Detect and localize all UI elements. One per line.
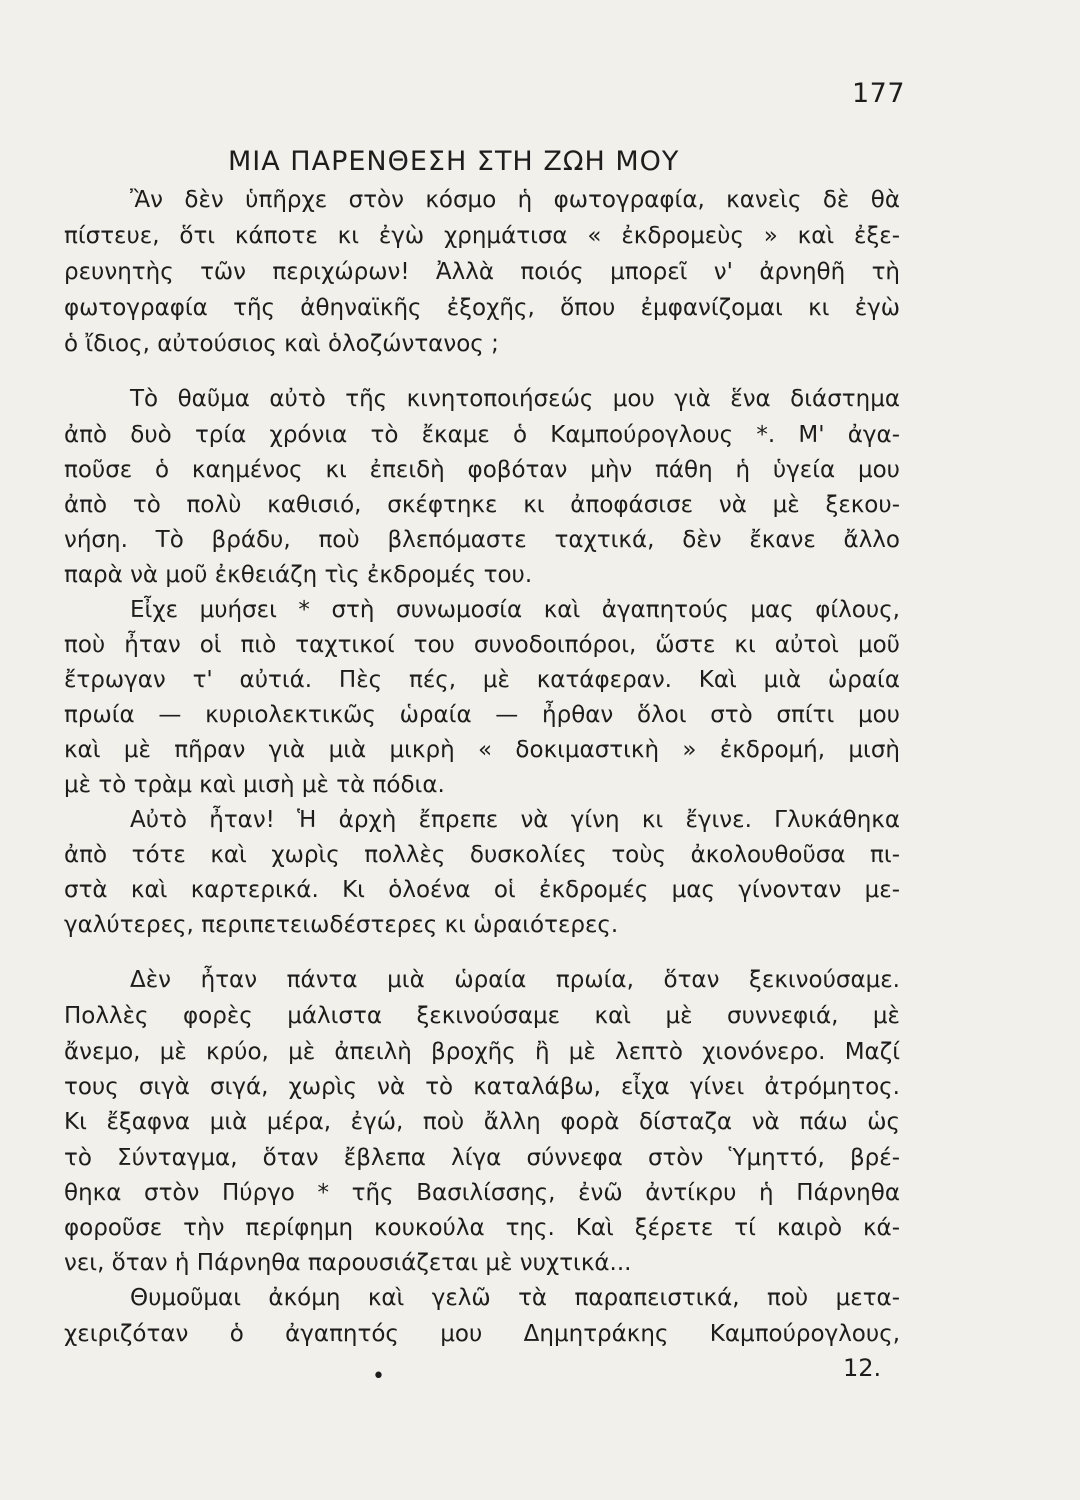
text-line: ποῦσε ὁ καημένος κι ἐπειδὴ φοβόταν μὴν πάθη ἡ ὑγεία μου <box>64 457 900 483</box>
text-line: γαλύτερες, περιπετειωδέστερες κι ὡραιότερες. <box>64 912 619 938</box>
folio-number: 12. <box>843 1354 882 1382</box>
text-line: φοροῦσε τὴν περίφημη κουκούλα της. Καὶ ξέρετε τί καιρὸ κά- <box>64 1215 900 1241</box>
text-line: ἀπὸ τὸ πολὺ καθισιό, σκέφτηκε κι ἀποφάσισε νὰ μὲ ξεκου- <box>64 492 900 518</box>
text-line: πίστευε, ὅτι κάποτε κι ἐγὼ χρημάτισα « ἐκδρομεὺς » καὶ ἐξε- <box>64 223 900 249</box>
text-line: στὰ καὶ καρτερικά. Κι ὁλοένα οἱ ἐκδρομές μας γίνονταν με- <box>64 877 900 903</box>
text-line: Δὲν ἦταν πάντα μιὰ ὡραία πρωία, ὅταν ξεκινούσαμε. <box>130 967 900 993</box>
text-line: Τὸ θαῦμα αὐτὸ τῆς κινητοποιήσεώς μου γιὰ ἕνα διάστημα <box>130 386 900 412</box>
page-number: 177 <box>852 78 906 109</box>
text-line: νει, ὅταν ἡ Πάρνηθα παρουσιάζεται μὲ νυχτικά... <box>64 1250 632 1276</box>
text-line: νήση. Τὸ βράδυ, ποὺ βλεπόμαστε ταχτικά, δὲν ἔκανε ἄλλο <box>64 527 900 553</box>
chapter-title: ΜΙΑ ΠΑΡΕΝΘΕΣΗ ΣΤΗ ΖΩΗ ΜΟΥ <box>228 146 680 177</box>
text-line: Κι ἔξαφνα μιὰ μέρα, ἐγώ, ποὺ ἄλλη φορὰ δίσταζα νὰ πάω ὡς <box>64 1109 900 1135</box>
text-line: τους σιγὰ σιγά, χωρὶς νὰ τὸ καταλάβω, εἶχα γίνει ἀτρόμητος. <box>64 1074 900 1100</box>
text-line: ἄνεμο, μὲ κρύο, μὲ ἀπειλὴ βροχῆς ἢ μὲ λεπτὸ χιονόνερο. Μαζί <box>64 1039 900 1065</box>
text-line: Εἶχε μυήσει * στὴ συνωμοσία καὶ ἀγαπητούς μας φίλους, <box>130 597 900 623</box>
text-line: χειριζόταν ὁ ἀγαπητός μου Δημητράκης Καμπούρογλους, <box>64 1321 900 1347</box>
text-line: ρευνητὴς τῶν περιχώρων! Ἀλλὰ ποιός μπορεῖ ν' ἀρνηθῆ τὴ <box>64 259 900 285</box>
text-line: Πολλὲς φορὲς μάλιστα ξεκινούσαμε καὶ μὲ συννεφιά, μὲ <box>64 1003 900 1029</box>
text-line: παρὰ νὰ μοῦ ἐκθειάζη τὶς ἐκδρομές του. <box>64 562 533 588</box>
signature-mark: • <box>372 1364 385 1389</box>
text-line: τὸ Σύνταγμα, ὅταν ἔβλεπα λίγα σύννεφα στὸν Ὑμηττό, βρέ- <box>64 1145 900 1171</box>
text-line: πρωία — κυριολεκτικῶς ὡραία — ἦρθαν ὅλοι στὸ σπίτι μου <box>64 702 900 728</box>
text-line: Αὐτὸ ἦταν! Ἡ ἀρχὴ ἔπρεπε νὰ γίνη κι ἔγινε. Γλυκάθηκα <box>130 807 900 833</box>
text-line: ὁ ἴδιος, αὐτούσιος καὶ ὁλοζώντανος ; <box>64 331 499 357</box>
text-line: Θυμοῦμαι ἀκόμη καὶ γελῶ τὰ παραπειστικά, ποὺ μετα- <box>130 1285 900 1311</box>
text-line: θηκα στὸν Πύργο * τῆς Βασιλίσσης, ἐνῶ ἀντίκρυ ἡ Πάρνηθα <box>64 1180 900 1206</box>
text-line: Ἂν δὲν ὑπῆρχε στὸν κόσμο ἡ φωτογραφία, κανεὶς δὲ θὰ <box>130 187 900 213</box>
text-line: καὶ μὲ πῆραν γιὰ μιὰ μικρὴ « δοκιμαστικὴ » ἐκδρομή, μισὴ <box>64 737 900 763</box>
text-line: ἀπὸ τότε καὶ χωρὶς πολλὲς δυσκολίες τοὺς ἀκολουθοῦσα πι- <box>64 842 900 868</box>
text-line: φωτογραφία τῆς ἀθηναϊκῆς ἐξοχῆς, ὅπου ἐμφανίζομαι κι ἐγὼ <box>64 295 900 321</box>
text-line: ἔτρωγαν τ' αὐτιά. Πὲς πές, μὲ κατάφεραν. Καὶ μιὰ ὡραία <box>64 667 900 693</box>
text-line: ποὺ ἦταν οἱ πιὸ ταχτικοί του συνοδοιπόροι, ὥστε κι αὐτοὶ μοῦ <box>64 632 900 658</box>
text-line: ἀπὸ δυὸ τρία χρόνια τὸ ἔκαμε ὁ Καμπούρογλους *. Μ' ἀγα- <box>64 422 900 448</box>
text-line: μὲ τὸ τρὰμ καὶ μισὴ μὲ τὰ πόδια. <box>64 772 445 798</box>
